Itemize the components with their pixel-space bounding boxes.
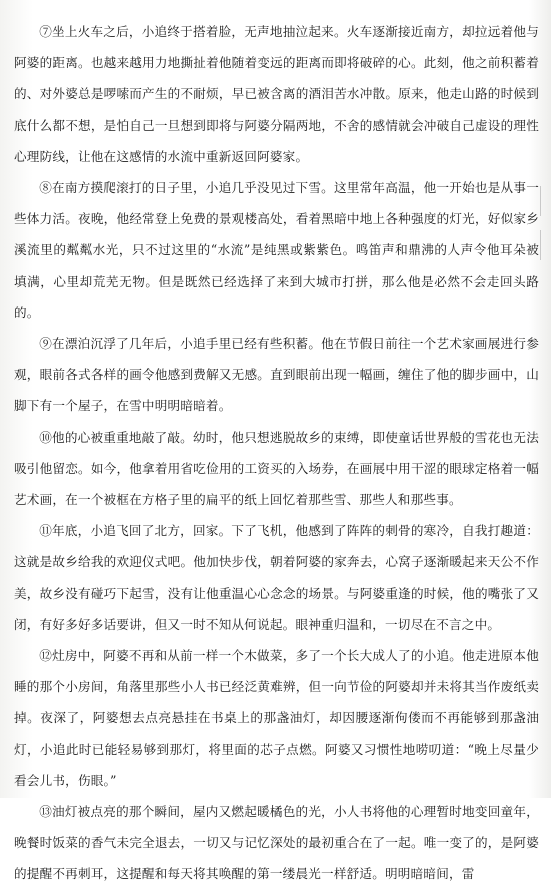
paragraph-13: ⑬油灯被点亮的那个瞬间，屋内又燃起暖橘色的光，小人书将他的心理暂时地变回童年，晚餐时饭菜的香气未完全退去，一切又与记忆深处的最初重合在了一起。唯一变了的，是阿婆的提醒不再刺耳，这提醒和每天将其唤醒的第一缕晨光一样舒适。明明暗暗间，雷 [14, 804, 539, 882]
margin-mark [540, 186, 551, 216]
paragraph-11: ⑪年底，小追飞回了北方，回家。下了飞机，他感到了阵阵的刺骨的寒冷，自我打趣道：这就是故乡给我的欢迎仪式吧。他加快步伐，朝着阿婆的家奔去，心窝子逐渐暖起来天公不作美，故乡没有碰巧下起雪，没有让他重温心心念念的场景。与阿婆重逢的时候，他的嘴张了又闭，有好多好多话要讲，但又一时不知从何说起。眼神重归温和，一切尽在不言之中。 [14, 523, 539, 632]
paragraph-10: ⑩他的心被重重地敲了敲。幼时，他只想逃脱故乡的束缚，即使童话世界般的雪花也无法吸引他留恋。如今，他拿着用省吃俭用的工资买的入场券，在画展中用干涩的眼球定格着一幅艺术画，在一个被框在方格子里的扁平的纸上回忆着那些雪、那些人和那些事。 [14, 429, 539, 508]
margin-mark [540, 230, 551, 260]
paragraph-9: ⑨在漂泊沉浮了几年后，小追手里已经有些积蓄。他在节假日前往一个艺术家画展进行参观，眼前各式各样的画令他感到费解又无感。直到眼前出现一幅画，缠住了他的脚步画中，山脚下有一个屋子，在雪中明明暗暗着。 [14, 336, 539, 414]
paragraph-12: ⑫灶房中，阿婆不再和从前一样一个木做菜，多了一个长大成人了的小追。他走进原本他睡的那个小房间，角落里那些小人书已经泛黄难辨，但一向节俭的阿婆却并未将其当作废纸卖掉。夜深了，阿婆想去点亮悬挂在书桌上的那盏油灯，却因腰逐渐佝偻而不再能够到那盏油灯，小追此时已能轻易够到那灯，将里面的芯子点燃。阿婆又习惯性地唠叨道：“晚上尽量少看会儿书，伤眼。” [14, 648, 539, 788]
paragraph-8: ⑧在南方摸爬滚打的日子里，小追几乎没见过下雪。这里常年高温，他一开始也是从事一些体力活。夜晚，他经常登上免费的景观楼高处，看着黑暗中地上各种强度的灯光，好似家乡溪流里的粼粼水光，只不过这里的“水流”是纯黑或紫紫色。鸣笛声和鼎沸的人声令他耳朵被填满，心里却荒芜无物。但是既然已经选择了来到大城市打拼，那么他是必然不会走回头路的。 [14, 180, 539, 320]
paragraph-7: ⑦坐上火车之后，小追终于搭着脸，无声地抽泣起来。火车逐渐接近南方，却拉远着他与阿婆的距离。也越来越用力地撕扯着他随着变远的距离而即将破碎的心。此刻，他之前积蓄着的、对外婆总是啰嗦而产生的不耐烦，早已被含离的酒泪苦水冲散。原来，他走山路的时候到底什么都不想，是怕自己一旦想到即将与阿婆分隔两地，不舍的感情就会冲破自己虚设的理性心理防线，让他在这感情的水流中重新返回阿婆家。 [14, 24, 539, 164]
